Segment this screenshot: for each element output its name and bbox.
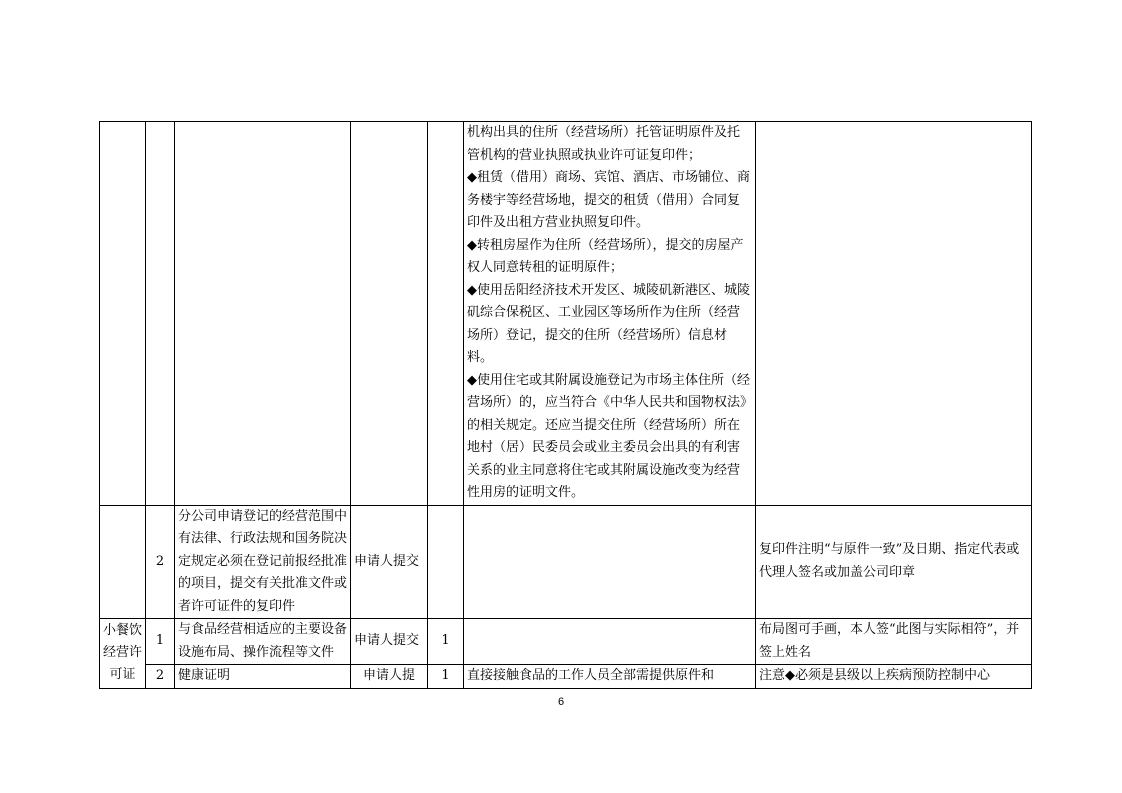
copies-cell: 1 — [428, 619, 464, 665]
category-cell — [100, 505, 146, 619]
number-cell — [146, 122, 175, 506]
number-cell: 1 — [146, 619, 175, 665]
category-cell — [100, 122, 146, 506]
remark-cell — [756, 122, 1032, 506]
source-cell: 申请人提交 — [351, 619, 428, 665]
table-row — [100, 505, 1032, 619]
material-cell: 与食品经营相适应的主要设备设施布局、操作流程等文件 — [175, 619, 351, 665]
remark-cell: 注意◆必须是县级以上疾病预防控制中心 — [756, 665, 1032, 689]
material-cell: 分公司申请登记的经营范围中有法律、行政法规和国务院决定规定必须在登记前报经批准的项目，提交有关批准文件或者许可证件的复印件 — [175, 505, 351, 619]
table-row — [100, 619, 1032, 665]
number-cell: 2 — [146, 665, 175, 689]
source-cell: 申请人提 — [351, 665, 428, 689]
source-cell: 申请人提交 — [351, 505, 428, 619]
remark-cell: 复印件注明“与原件一致”及日期、指定代表或代理人签名或加盖公司印章 — [756, 505, 1032, 619]
requirement-cell — [464, 619, 756, 665]
source-cell — [351, 122, 428, 506]
requirement-cell — [464, 505, 756, 619]
requirement-text: 机构出具的住所（经营场所）托管证明原件及托管机构的营业执照或执业许可证复印件； ◆租赁（借用）商场、宾馆、酒店、市场铺位、商务楼宇等经营场地，提交的租赁（借用）合同复印件及出租方营业执照复印件。 ◆转租房屋作为住所（经营场所），提交的房屋产权人同意转租的证明原件； ◆使用岳阳经济技术开发区、城陵矶新港区、城陵矶综合保税区、工业园区等场所作为住所（经营场所）登记，提交的住所（经营场所）信息材料。 ◆使用住宅或其附属设施登记为市场主体住所（经营场所）的，应当符合《中华人民共和国物权法》的相关规定。还应当提交住所（经营场所）所在地村（居）民委员会或业主委员会出具的有利害关系的业主同意将住宅或其附属设施改变为经营性用房的证明文件。 — [467, 125, 750, 500]
copies-cell — [428, 122, 464, 506]
copies-cell — [428, 505, 464, 619]
copies-cell: 1 — [428, 665, 464, 689]
material-cell: 健康证明 — [175, 665, 351, 689]
requirements-table — [99, 121, 1032, 689]
page-number: 6 — [557, 696, 565, 708]
number-cell: 2 — [146, 505, 175, 619]
table-row — [100, 665, 1032, 689]
category-cell: 小餐饮经营许可证 — [100, 619, 146, 689]
material-cell — [175, 122, 351, 506]
remark-cell: 布局图可手画，本人签“此图与实际相符”，并签上姓名 — [756, 619, 1032, 665]
table-row — [100, 122, 1032, 506]
requirement-cell — [464, 122, 756, 506]
requirement-cell: 直接接触食品的工作人员全部需提供原件和 — [464, 665, 756, 689]
